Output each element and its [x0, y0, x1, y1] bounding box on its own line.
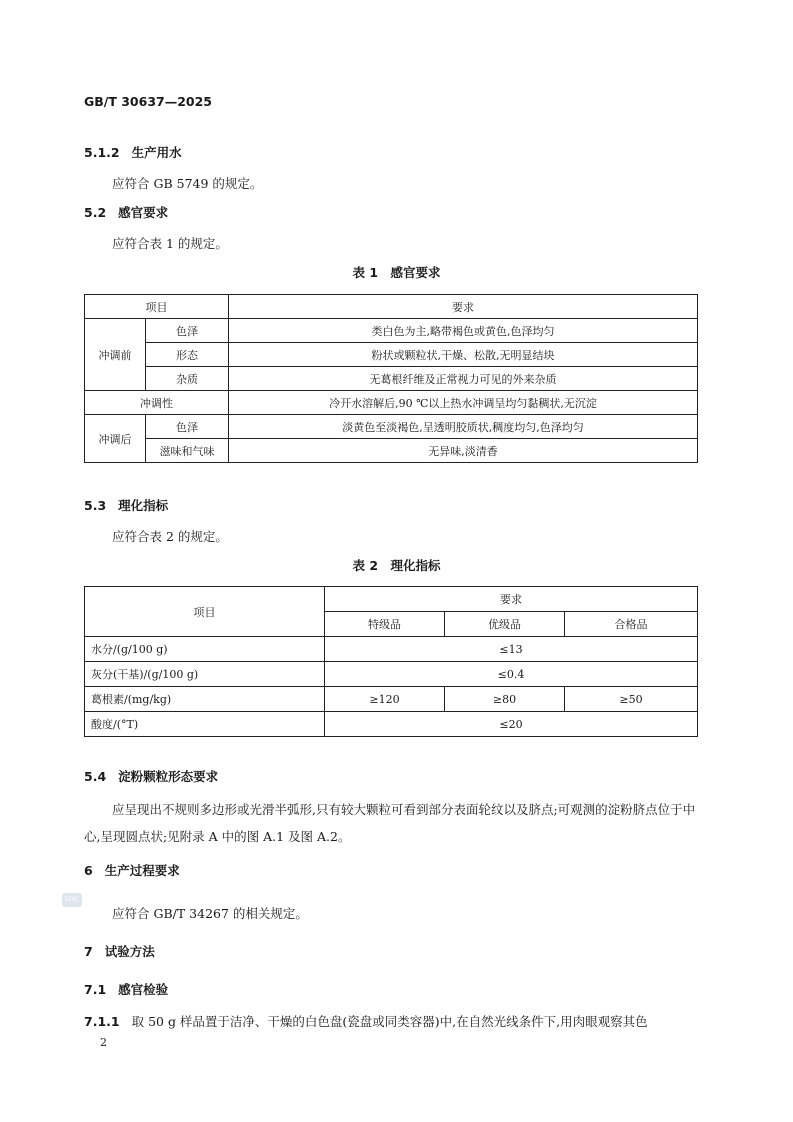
table-cell: 色泽 [146, 415, 229, 439]
table-row [85, 367, 698, 391]
section-number: 7.1.1 [84, 1014, 120, 1029]
heading-5-3 [84, 496, 168, 514]
table-cell: 葛根素/(mg/kg) [85, 687, 325, 712]
heading-5-2 [84, 203, 168, 221]
group-label: 冲调后 [85, 415, 146, 463]
section-title: 生产过程要求 [104, 863, 180, 878]
section-title: 生产用水 [131, 145, 182, 160]
page-number: 2 [100, 1036, 107, 1049]
section-number: 5.1.2 [84, 145, 120, 160]
heading-5-1-2 [84, 143, 182, 161]
section-number: 6 [84, 863, 93, 878]
table-row [85, 637, 698, 662]
table-cell: 淡黄色至淡褐色,呈透明胶质状,稠度均匀,色泽均匀 [229, 415, 698, 439]
table-1-caption: 表 1 感官要求 [352, 265, 441, 280]
table-header-cell: 项目 [85, 587, 325, 637]
section-number: 7 [84, 944, 93, 959]
section-number: 5.4 [84, 769, 107, 784]
group-label: 冲调前 [85, 319, 146, 391]
table-cell: 杂质 [146, 367, 229, 391]
paragraph-5-3: 应符合表 2 的规定。 [112, 529, 228, 544]
paragraph-5-1-2: 应符合 GB 5749 的规定。 [112, 176, 263, 191]
table-header-cell: 合格品 [565, 612, 698, 637]
paragraph-6: 应符合 GB/T 34267 的相关规定。 [112, 906, 308, 921]
table-cell: 类白色为主,略带褐色或黄色,色泽均匀 [229, 319, 698, 343]
table-row [85, 712, 698, 737]
table-row [85, 415, 698, 439]
table-header-cell: 项目 [85, 295, 229, 319]
heading-5-4 [84, 767, 218, 785]
table-cell: ≤20 [325, 712, 698, 737]
table-header-cell: 优级品 [445, 612, 565, 637]
table-row [85, 587, 698, 612]
section-number: 5.2 [84, 205, 107, 220]
table-row [85, 391, 698, 415]
paragraph-5-2: 应符合表 1 的规定。 [112, 236, 228, 251]
table-1-sensory [84, 294, 698, 463]
table-header-cell: 要求 [229, 295, 698, 319]
section-title: 淀粉颗粒形态要求 [118, 769, 219, 784]
table-cell: ≥50 [565, 687, 698, 712]
table-cell: ≤13 [325, 637, 698, 662]
table-header-cell: 要求 [325, 587, 698, 612]
section-title: 感官检验 [118, 982, 169, 997]
paragraph-5-4: 应呈现出不规则多边形或光滑半弧形,只有较大颗粒可看到部分表面轮纹以及脐点;可观测的淀粉脐点位于中心,呈现圆点状;见附录 A 中的图 A.1 及图 A.2。 [84, 802, 696, 844]
table-cell: 冲调性 [85, 391, 229, 415]
heading-6 [84, 861, 180, 879]
table-cell: 滋味和气味 [146, 439, 229, 463]
table-cell: 水分/(g/100 g) [85, 637, 325, 662]
table-header-cell: 特级品 [325, 612, 445, 637]
table-cell: 粉状或颗粒状,干燥、松散,无明显结块 [229, 343, 698, 367]
section-title: 感官要求 [118, 205, 169, 220]
document-header: GB/T 30637—2025 [84, 94, 213, 109]
table-2-caption: 表 2 理化指标 [352, 558, 441, 573]
table-row [85, 295, 698, 319]
table-cell: ≤0.4 [325, 662, 698, 687]
section-number: 5.3 [84, 498, 107, 513]
table-cell: 酸度/(°T) [85, 712, 325, 737]
table-row [85, 687, 698, 712]
section-title: 理化指标 [118, 498, 169, 513]
table-row [85, 343, 698, 367]
watermark-logo: SDIC [62, 893, 82, 907]
table-cell: 灰分(干基)/(g/100 g) [85, 662, 325, 687]
table-row [85, 662, 698, 687]
table-cell: ≥80 [445, 687, 565, 712]
paragraph-7-1-1 [84, 1012, 648, 1030]
table-cell: 无葛根纤维及正常视力可见的外来杂质 [229, 367, 698, 391]
paragraph-text: 取 50 g 样品置于洁净、干燥的白色盘(瓷盘或同类容器)中,在自然光线条件下,用肉眼观察其色 [131, 1014, 648, 1029]
table-row [85, 319, 698, 343]
table-cell: 色泽 [146, 319, 229, 343]
heading-7 [84, 942, 155, 960]
table-cell: 形态 [146, 343, 229, 367]
section-number: 7.1 [84, 982, 107, 997]
table-row [85, 439, 698, 463]
table-cell: 无异味,淡清香 [229, 439, 698, 463]
heading-7-1 [84, 980, 168, 998]
section-title: 试验方法 [104, 944, 155, 959]
table-2-physicochemical [84, 586, 698, 737]
table-cell: 冷开水溶解后,90 ℃以上热水冲调呈均匀黏稠状,无沉淀 [229, 391, 698, 415]
table-cell: ≥120 [325, 687, 445, 712]
